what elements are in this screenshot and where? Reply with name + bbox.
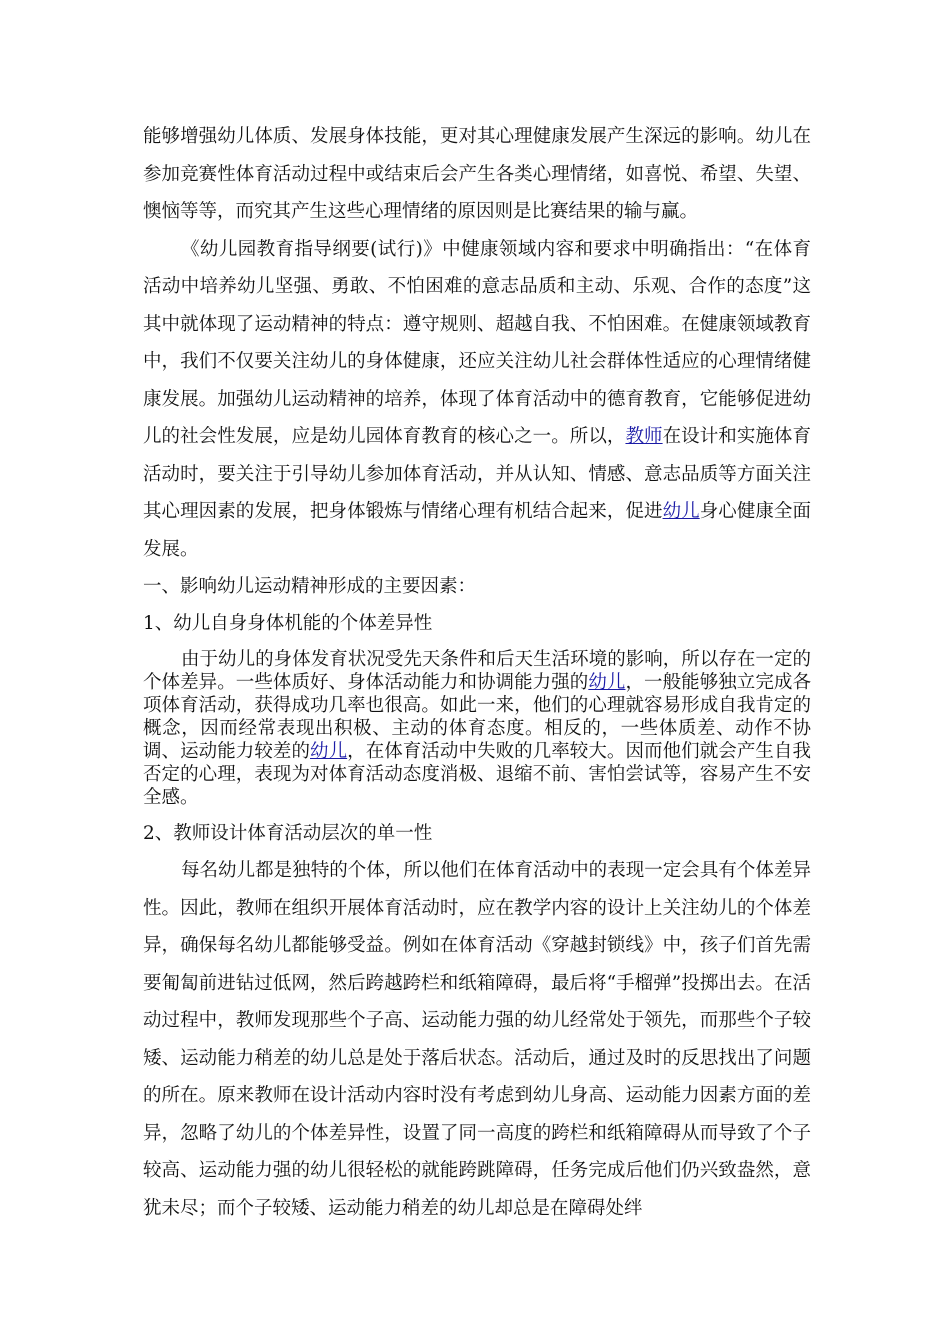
paragraph-intro: 能够增强幼儿体质、发展身体技能，更对其心理健康发展产生深远的影响。幼儿在参加竞赛性体育活动过程中或结束后会产生各类心理情绪，如喜悦、希望、失望、懊恼等等，而究其产生这些心理情绪的原因则是比赛结果的输与赢。 xyxy=(143,126,811,222)
section-heading-factors: 一、影响幼儿运动精神形成的主要因素： xyxy=(143,576,477,597)
paragraph-physical-text-1: 由于幼儿的身体发育状况受先天条件和后天生活环境的影响，所以存在一定的个体差异。一些体质好、身体活动能力和协调能力强的 xyxy=(143,649,811,693)
paragraph-guideline-text-2: 在设计和实施体育活动时，要关注于引导幼儿参加体育活动，并从认知、情感、意志品质等方面关注其心理因素的发展，把身体锻炼与情绪心理有机结合起来，促进 xyxy=(143,426,811,522)
paragraph-physical-difference xyxy=(143,648,811,809)
paragraph-physical-text-3: ，在体育活动中失败的几率较大。因而他们就会产生自我否定的心理，表现为对体育活动态度消极、退缩不前、害怕尝试等，容易产生不安全感。 xyxy=(143,741,811,808)
paragraph-guideline-text-1: 《幼儿园教育指导纲要(试行)》中健康领域内容和要求中明确指出：“在体育活动中培养幼儿坚强、勇敢、不怕困难的意志品质和主动、乐观、合作的态度”这其中就体现了运动精神的特点：遵守规则、超越自我、不怕困难。在健康领域教育中，我们不仅要关注幼儿的身体健康，还应关注幼儿社会群体性适应的心理情绪健康发展。加强幼儿运动精神的培养，体现了体育活动中的德育教育，它能够促进幼儿的社会性发展，应是幼儿园体育教育的核心之一。所以， xyxy=(143,238,811,447)
paragraph-activity-design: 每名幼儿都是独特的个体，所以他们在体育活动中的表现一定会具有个体差异性。因此，教师在组织开展体育活动时，应在教学内容的设计上关注幼儿的个体差异，确保每名幼儿都能够受益。例如在体育活动《穿越封锁线》中，孩子们首先需要匍匐前进钻过低网，然后跨越跨栏和纸箱障碍，最后将“手榴弹”投掷出去。在活动过程中，教师发现那些个子高、运动能力强的幼儿经常处于领先，而那些个子较矮、运动能力稍差的幼儿总是处于落后状态。活动后，通过及时的反思找出了问题的所在。原来教师在设计活动内容时没有考虑到幼儿身高、运动能力因素方面的差异，忽略了幼儿的个体差异性，设置了同一高度的跨栏和纸箱障碍从而导致了个子较高、运动能力强的幼儿很轻松的就能跨跳障碍，任务完成后他们仍兴致盎然，意犹未尽；而个子较矮、运动能力稍差的幼儿却总是在障碍处绊 xyxy=(143,860,811,1219)
link-child[interactable]: 幼儿 xyxy=(588,672,626,693)
link-child[interactable]: 幼儿 xyxy=(662,501,700,522)
subheading-activity-design: 2、教师设计体育活动层次的单一性 xyxy=(143,823,433,844)
link-child[interactable]: 幼儿 xyxy=(310,741,348,762)
paragraph-guideline xyxy=(143,231,811,569)
paragraph-physical-text-2: ，一般能够独立完成各项体育活动，获得成功几率也很高。如此一来，他们的心理就容易形成自我肯定的概念，因而经常表现出积极、主动的体育态度。相反的，一些体质差、动作不协调、运动能力较差的 xyxy=(143,672,811,762)
paragraph-guideline-text-3: 身心健康全面发展。 xyxy=(143,501,811,560)
document-page xyxy=(143,118,811,1227)
link-teacher[interactable]: 教师 xyxy=(625,426,663,447)
subheading-individual-difference: 1、幼儿自身身体机能的个体差异性 xyxy=(143,613,433,634)
